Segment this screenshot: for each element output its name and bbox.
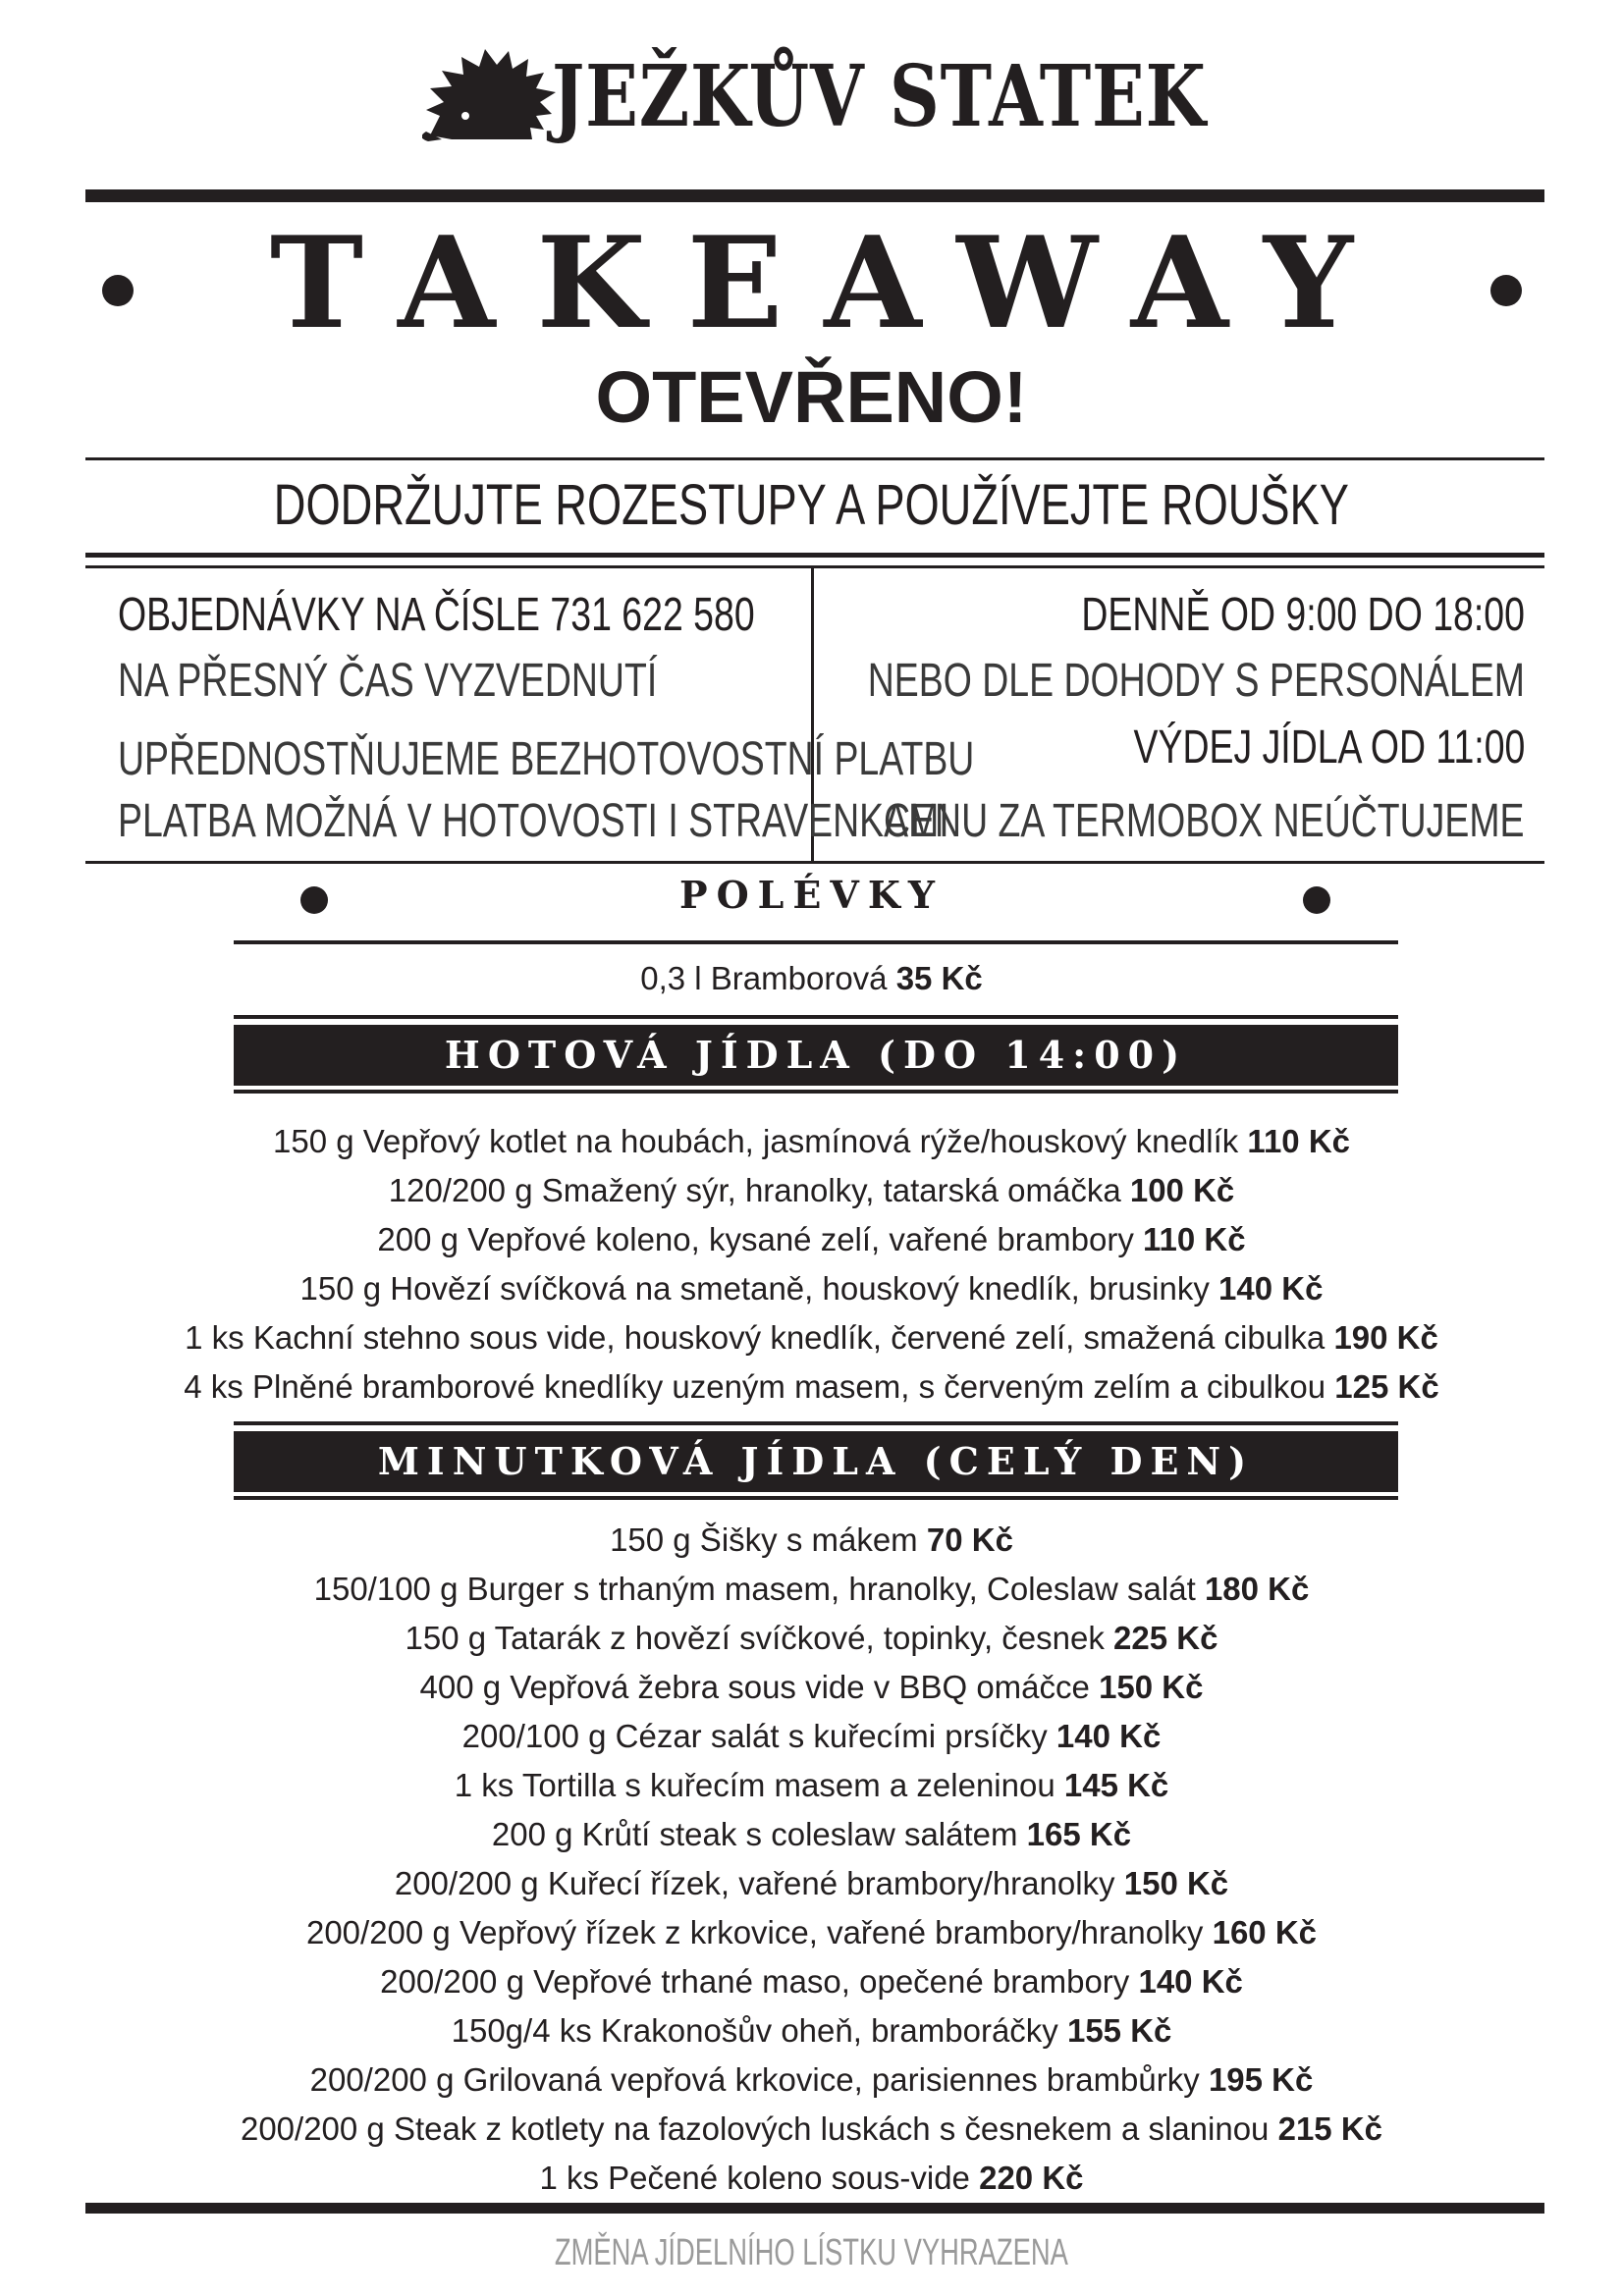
- hedgehog-icon: [422, 45, 560, 153]
- info-cash-vouchers: PLATBA MOŽNÁ V HOTOVOSTI I STRAVENKAMI: [118, 795, 949, 847]
- menu-item: 4 ks Plněné bramborové knedlíky uzeným masem, s červeným zelím a cibulkou 125 Kč: [184, 1368, 1439, 1405]
- section-title-minute-meals: MINUTKOVÁ JÍDLA (CELÝ DEN): [234, 1431, 1398, 1492]
- section-title-soups: POLÉVKY: [679, 873, 944, 917]
- menu-item: 150 g Hovězí svíčková na smetaně, houskový knedlík, brusinky 140 Kč: [299, 1270, 1324, 1307]
- band-top-line: [234, 1421, 1398, 1425]
- menu-item: 1 ks Tortilla s kuřecím masem a zeleninou 145 Kč: [454, 1767, 1169, 1803]
- menu-item: 200/200 g Steak z kotlety na fazolových luskách s česnekem a slaninou 215 Kč: [240, 2110, 1383, 2147]
- info-serving-time: VÝDEJ JÍDLA OD 11:00: [1133, 721, 1525, 774]
- menu-item: 150 g Šišky s mákem 70 Kč: [610, 1522, 1013, 1558]
- menu-item: 1 ks Kachní stehno sous vide, houskový knedlík, červené zelí, smažená cibulka 190 Kč: [185, 1319, 1438, 1356]
- section-title-ready-meals: HOTOVÁ JÍDLA (DO 14:00): [234, 1025, 1398, 1086]
- info-cashless: UPŘEDNOSTŇUJEME BEZHOTOVOSTNÍ PLATBU: [118, 733, 975, 785]
- page-title: TAKEAWAY: [269, 210, 1395, 357]
- menu-item: 150 g Tatarák z hovězí svíčkové, topinky, česnek 225 Kč: [405, 1620, 1218, 1656]
- menu-item: 200/200 g Vepřový řízek z krkovice, vařené brambory/hranolky 160 Kč: [305, 1914, 1318, 1950]
- bottom-divider: [85, 2203, 1544, 2214]
- top-divider: [85, 189, 1544, 202]
- menu-item: 200 g Krůtí steak s coleslaw salátem 165 Kč: [491, 1816, 1132, 1852]
- brand-name: JEŽKŮV STATEK: [552, 47, 1207, 146]
- info-top-border-inner: [85, 565, 1544, 568]
- menu-item: 200/200 g Kuřecí řízek, vařené brambory/hranolky 150 Kč: [394, 1865, 1229, 1901]
- menu-item: 150/100 g Burger s trhaným masem, hranolky, Coleslaw salát 180 Kč: [313, 1571, 1310, 1607]
- menu-item: 200 g Vepřové koleno, kysané zelí, vařené brambory 110 Kč: [377, 1221, 1246, 1257]
- footer-note: ZMĚNA JÍDELNÍHO LÍSTKU VYHRAZENA: [554, 2232, 1068, 2273]
- info-opening-hours: DENNĚ OD 9:00 DO 18:00: [1081, 589, 1525, 641]
- band-top-line: [234, 1015, 1398, 1019]
- divider: [85, 457, 1544, 460]
- band-bottom-line: [234, 1496, 1398, 1500]
- safety-notice: DODRŽUJTE ROZESTUPY A POUŽÍVEJTE ROUŠKY: [273, 473, 1349, 537]
- menu-item: 400 g Vepřová žebra sous vide v BBQ omáčce 150 Kč: [419, 1669, 1204, 1705]
- brand-logo: [0, 35, 1623, 163]
- info-by-arrangement: NEBO DLE DOHODY S PERSONÁLEM: [867, 655, 1525, 707]
- info-thermobox: CENU ZA TERMOBOX NEÚČTUJEME: [884, 795, 1525, 847]
- info-bottom-border: [85, 861, 1544, 864]
- soups-divider: [234, 940, 1398, 944]
- menu-item: 150g/4 ks Krakonošův oheň, bramboráčky 155 Kč: [451, 2012, 1172, 2049]
- info-order-phone: OBJEDNÁVKY NA ČÍSLE 731 622 580: [118, 589, 755, 641]
- menu-item: 0,3 l Bramborová 35 Kč: [640, 960, 983, 996]
- info-pickup-time: NA PŘESNÝ ČAS VYZVEDNUTÍ: [118, 655, 658, 707]
- menu-item: 200/100 g Cézar salát s kuřecími prsíčky 140 Kč: [461, 1718, 1162, 1754]
- menu-item: 1 ks Pečené koleno sous-vide 220 Kč: [539, 2160, 1084, 2196]
- band-bottom-line: [234, 1090, 1398, 1094]
- menu-item: 120/200 g Smažený sýr, hranolky, tatarská omáčka 100 Kč: [388, 1172, 1235, 1208]
- menu-item: 200/200 g Grilovaná vepřová krkovice, parisiennes brambůrky 195 Kč: [309, 2061, 1314, 2098]
- info-top-border: [85, 553, 1544, 558]
- menu-item: 150 g Vepřový kotlet na houbách, jasmínová rýže/houskový knedlík 110 Kč: [272, 1123, 1350, 1159]
- menu-item: 200/200 g Vepřové trhané maso, opečené brambory 140 Kč: [380, 1963, 1243, 2000]
- open-status: OTEVŘENO!: [595, 356, 1028, 438]
